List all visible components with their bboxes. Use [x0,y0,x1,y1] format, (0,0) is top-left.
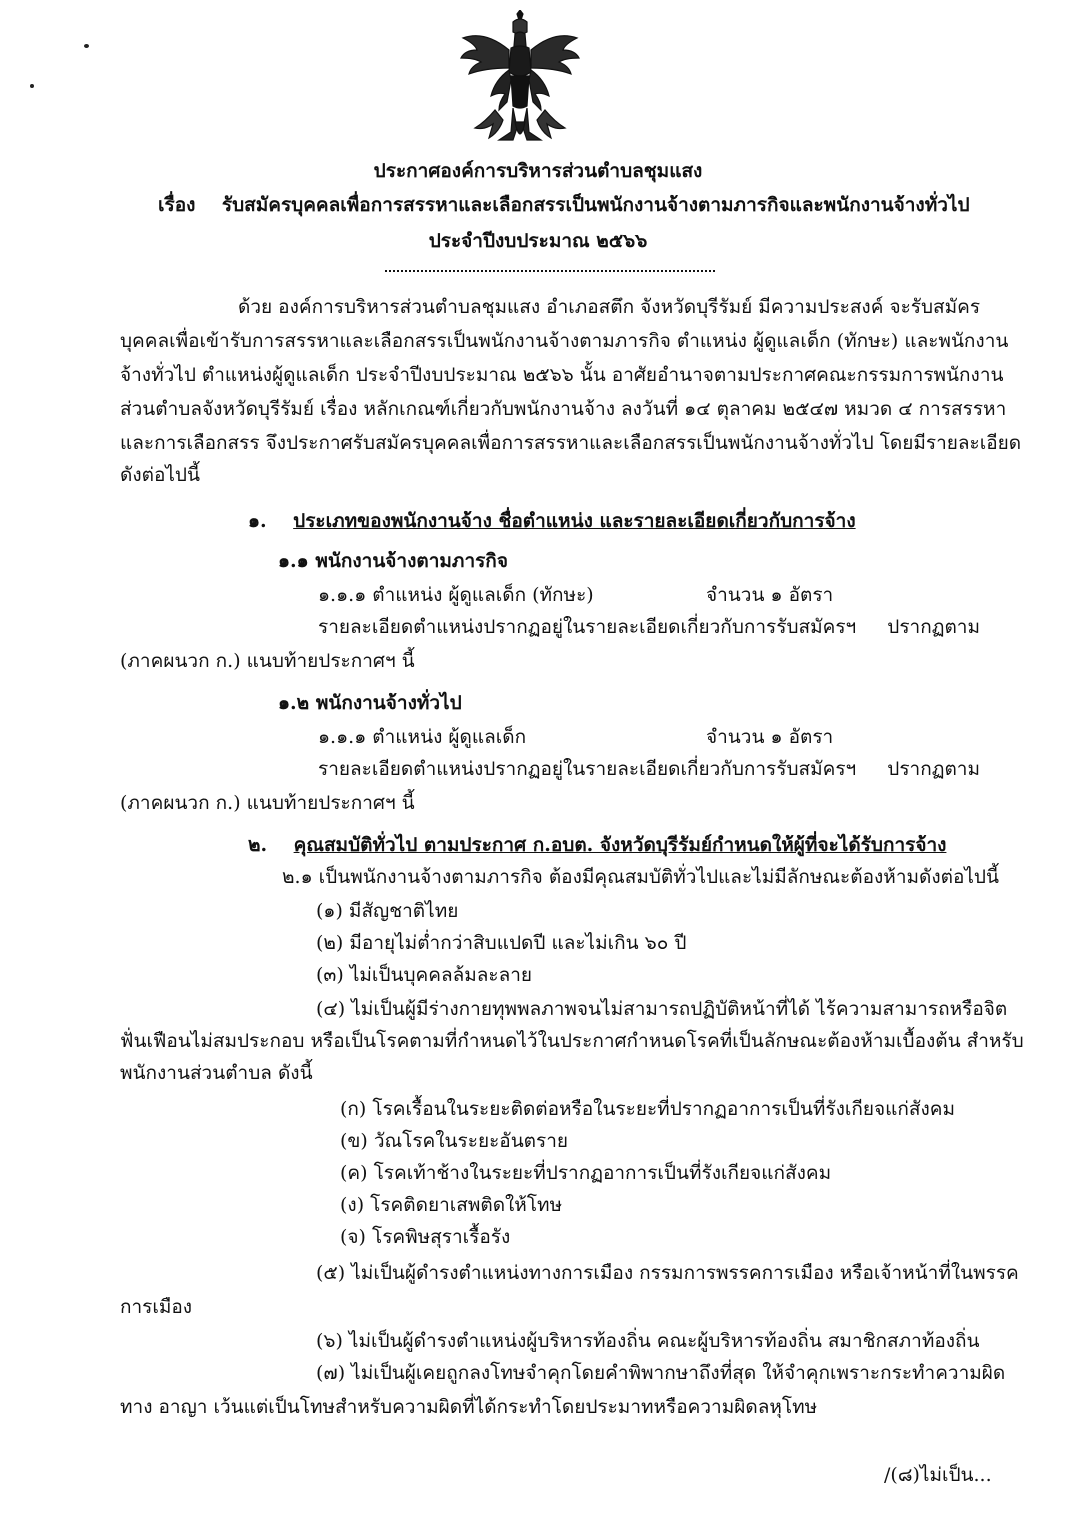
section1-1-heading: ๑.๑ พนักงานจ้างตามภารกิจ [278,550,508,572]
qualification-item: (๗) ไม่เป็นผู้เคยถูกลงโทษจำคุกโดยคำพิพากษาถึงที่สุด ให้จำคุกเพราะกระทำความผิด [316,1362,1006,1384]
qualification-item-cont: ทาง อาญา เว้นแต่เป็นโทษสำหรับความผิดที่ได้กระทำโดยประมาทหรือความผิดลหุโทษ [120,1396,818,1418]
qualification-item-cont: พนักงานส่วนตำบล ดังนี้ [120,1062,313,1084]
qualification-item-cont: การเมือง [120,1296,193,1318]
section2-title: คุณสมบัติทั่วไป ตามประกาศ ก.อบต. จังหวัดบุรีรัมย์กำหนดให้ผู้ที่จะได้รับการจ้าง [293,834,947,856]
section1-2-heading: ๑.๒ พนักงานจ้างทั่วไป [278,692,462,714]
position-detail-annex: (ภาคผนวก ก.) แนบท้ายประกาศฯ นี้ [120,792,415,814]
intro-line: และการเลือกสรร จึงประกาศรับสมัครบุคคลเพื่อการสรรหาและเลือกสรรเป็นพนักงานจ้างทั่วไป โดยมีรายละเอียด [120,432,1022,454]
fiscal-year: ประจำปีงบประมาณ ๒๕๖๖ [428,230,648,252]
scan-speck [30,84,34,88]
position-count: จำนวน ๑ อัตรา [706,584,834,606]
disease-item: (ก) โรคเรื้อนในระยะติดต่อหรือในระยะที่ปรากฏอาการเป็นที่รังเกียจแก่สังคม [340,1098,956,1120]
garuda-emblem-icon [455,10,585,150]
section2-heading [248,832,946,858]
intro-line: ส่วนตำบลจังหวัดบุรีรัมย์ เรื่อง หลักเกณฑ์เกี่ยวกับพนักงานจ้าง ลงวันที่ ๑๔ ตุลาคม ๒๕๔๗ หมวด ๔ การสรรหา [120,398,1007,420]
section1-title: ประเภทของพนักงานจ้าง ชื่อตำแหน่ง และรายละเอียดเกี่ยวกับการจ้าง [293,510,856,532]
subject-label: เรื่อง [158,194,196,216]
section2-1-intro: ๒.๑ เป็นพนักงานจ้างตามภารกิจ ต้องมีคุณสมบัติทั่วไปและไม่มีลักษณะต้องห้ามดังต่อไปนี้ [282,866,999,888]
subject-text: รับสมัครบุคคลเพื่อการสรรหาและเลือกสรรเป็นพนักงานจ้างตามภารกิจและพนักงานจ้างทั่วไป [221,194,970,216]
section2-number: ๒. [248,834,268,856]
position-detail: รายละเอียดตำแหน่งปรากฏอยู่ในรายละเอียดเกี่ยวกับการรับสมัครฯ ปรากฏตาม [318,758,980,780]
disease-item: (ค) โรคเท้าช้างในระยะที่ปรากฏอาการเป็นที่รังเกียจแก่สังคม [340,1162,832,1184]
intro-line: ด้วย องค์การบริหารส่วนตำบลชุมแสง อำเภอสตึก จังหวัดบุรีรัมย์ มีความประสงค์ จะรับสมัคร [238,296,981,318]
section1-number: ๑. [248,510,267,532]
subject-line [158,192,970,218]
qualification-item: (๖) ไม่เป็นผู้ดำรงตำแหน่งผู้บริหารท้องถิ่น คณะผู้บริหารท้องถิ่น สมาชิกสภาท้องถิ่น [316,1330,980,1352]
position-detail: รายละเอียดตำแหน่งปรากฏอยู่ในรายละเอียดเกี่ยวกับการรับสมัครฯ ปรากฏตาม [318,616,980,638]
position-count: จำนวน ๑ อัตรา [706,726,834,748]
section1-heading [248,508,856,534]
intro-line: จ้างทั่วไป ตำแหน่งผู้ดูแลเด็ก ประจำปีงบประมาณ ๒๕๖๖ นั้น อาศัยอำนาจตามประกาศคณะกรรมการพนักงาน [120,364,1004,386]
position-detail-annex: (ภาคผนวก ก.) แนบท้ายประกาศฯ นี้ [120,650,415,672]
position-1-2-1: ๑.๑.๑ ตำแหน่ง ผู้ดูแลเด็ก [318,726,527,748]
qualification-item: (๔) ไม่เป็นผู้มีร่างกายทุพพลภาพจนไม่สามารถปฏิบัติหน้าที่ได้ ไร้ความสามารถหรือจิต [316,998,1008,1020]
disease-item: (จ) โรคพิษสุราเรื้อรัง [340,1226,511,1248]
intro-line: บุคคลเพื่อเข้ารับการสรรหาและเลือกสรรเป็นพนักงานจ้างตามภารกิจ ตำแหน่ง ผู้ดูแลเด็ก (ทักษะ) และพนักงาน [120,330,1009,352]
intro-line: ดังต่อไปนี้ [120,464,200,486]
qualification-item: (๓) ไม่เป็นบุคคลล้มละลาย [316,964,533,986]
continued-marker: /(๘)ไม่เป็น... [884,1464,992,1486]
qualification-item: (๑) มีสัญชาติไทย [316,900,459,922]
position-1-1-1: ๑.๑.๑ ตำแหน่ง ผู้ดูแลเด็ก (ทักษะ) [318,584,594,606]
document-title: ประกาศองค์การบริหารส่วนตำบลชุมแสง [373,160,703,182]
scan-speck [84,44,89,48]
disease-item: (ข) วัณโรคในระยะอันตราย [340,1130,569,1152]
disease-item: (ง) โรคติดยาเสพติดให้โทษ [340,1194,563,1216]
title-separator [385,270,715,272]
qualification-item: (๒) มีอายุไม่ต่ำกว่าสิบแปดปี และไม่เกิน ๖๐ ปี [316,932,687,954]
qualification-item-cont: ฟั่นเฟือนไม่สมประกอบ หรือเป็นโรคตามที่กำหนดไว้ในประกาศกำหนดโรคที่เป็นลักษณะต้องห้ามเบื้องต้น สำหรับ [120,1030,1024,1052]
qualification-item: (๕) ไม่เป็นผู้ดำรงตำแหน่งทางการเมือง กรรมการพรรคการเมือง หรือเจ้าหน้าที่ในพรรค [316,1262,1019,1284]
